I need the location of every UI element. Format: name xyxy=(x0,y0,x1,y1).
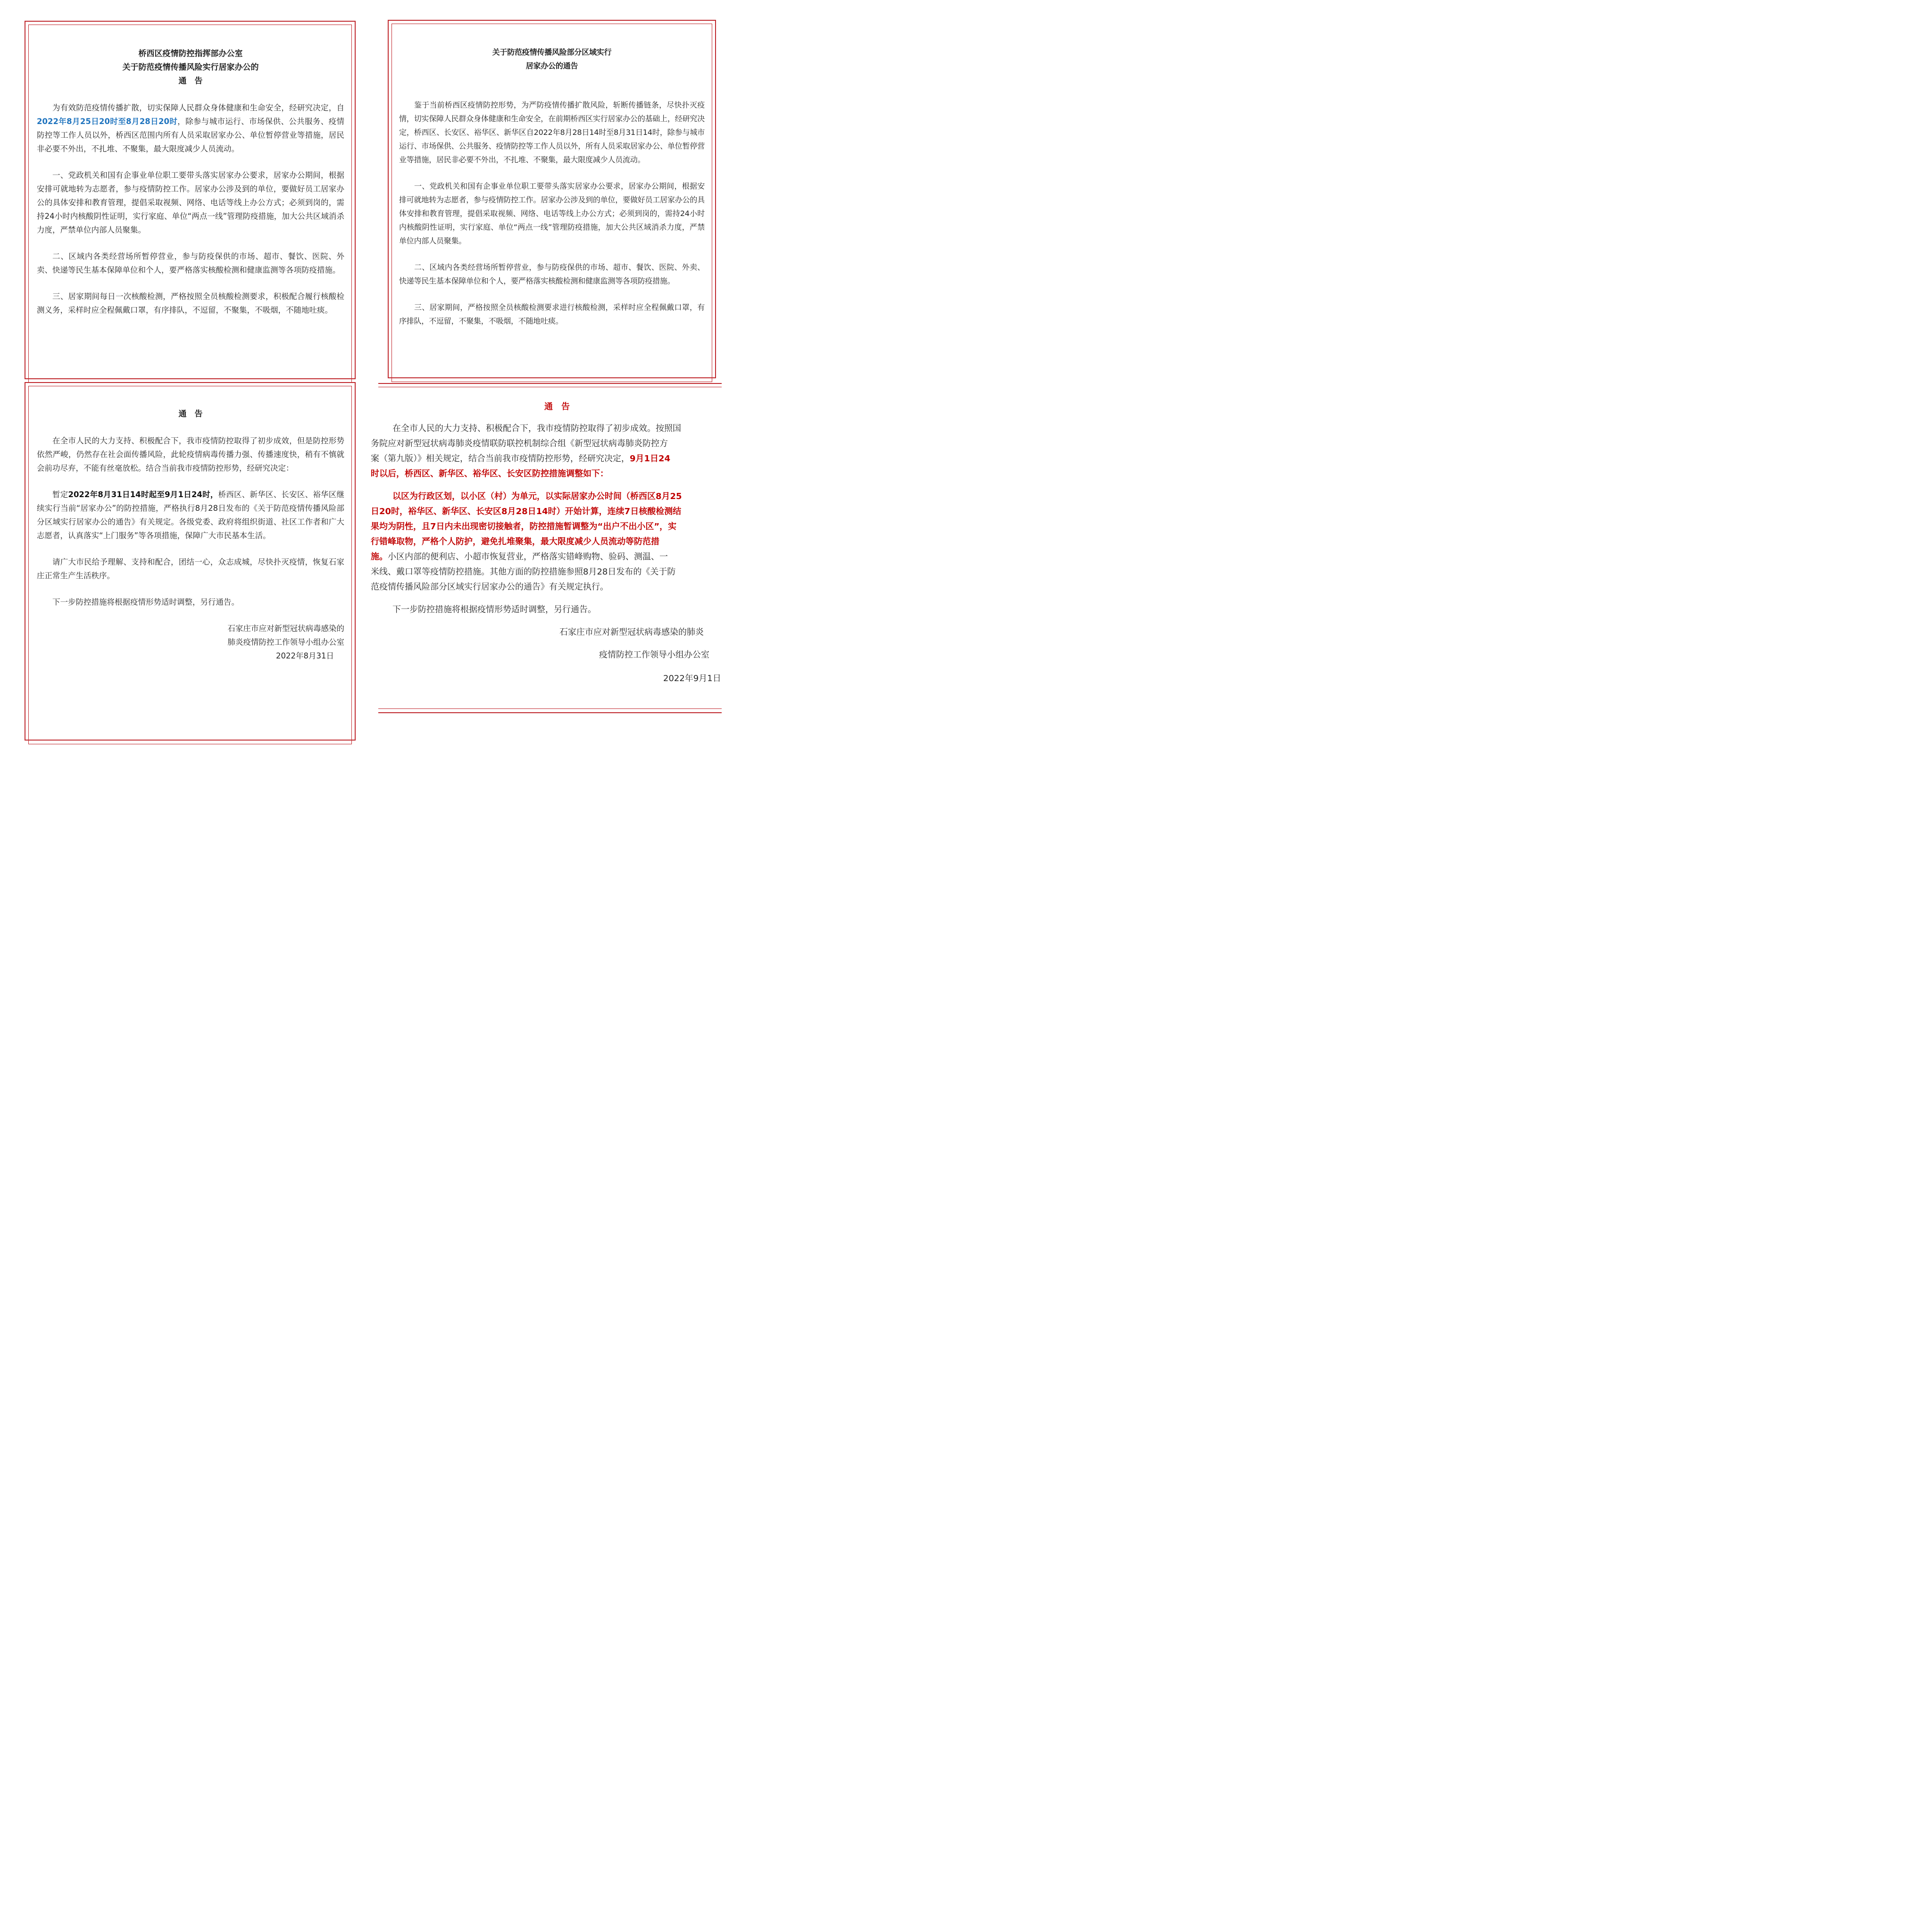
text-line: 在全市人民的大力支持、积极配合下，我市疫情防控取得了初步成效。按照国 xyxy=(392,424,681,433)
text-span: 小区内部的便利店、小超市恢复营业，严格落实错峰购物、验码、测温、一 xyxy=(388,552,668,562)
red-rule-bottom xyxy=(378,712,722,713)
notice-partial-areas-0828 xyxy=(388,20,716,361)
notice-title: 通 告 xyxy=(544,402,570,412)
item-1: 一、党政机关和国有企事业单位职工要带头落实居家办公要求，居家办公期间，根据安排可就地转为志愿者，参与疫情防控工作。居家办公涉及到的单位，要做好员工居家办公的具体安排和教育管理，提倡采取视频、网络、电话等线上办公方式；必须到岗的，需持24小时内核酸阴性证明，实行家庭、单位“两点一线”管理防疫措施，加大公共区域消杀力度，严禁单位内部人员聚集。 xyxy=(399,182,705,245)
text-line: 务院应对新型冠状病毒肺炎疫情联防联控机制综合组《新型冠状病毒肺炎防控方 xyxy=(371,439,668,449)
notice-title-line: 桥西区疫情防控指挥部办公室 xyxy=(138,49,243,58)
item-1: 一、党政机关和国有企事业单位职工要带头落实居家办公要求，居家办公期间，根据安排可就地转为志愿者，参与疫情防控工作。居家办公涉及到的单位，要做好员工居家办公的具体安排和教育管理，提倡采取视频、网络、电话等线上办公方式；必须到岗的，需持24小时内核酸阴性证明，实行家庭、单位“两点一线”管理防疫措施，加大公共区域消杀力度，严禁单位内部人员聚集。 xyxy=(37,171,344,234)
item-2: 二、区域内各类经营场所暂停营业，参与防疫保供的市场、超市、餐饮、医院、外卖、快递等民生基本保障单位和个人，要严格落实核酸检测和健康监测等各项防疫措施。 xyxy=(37,252,344,275)
intro-paragraph: 鉴于当前桥西区疫情防控形势，为严防疫情传播扩散风险，斩断传播链条，尽快扑灭疫情，切实保障人民群众身体健康和生命安全，在前期桥西区实行居家办公的基础上，经研究决定，桥西区、长安区、裕华区、新华区自2022年8月28日14时至8月31日14时，除参与城市运行、市场保供、公共服务、疫情防控等工作人员以外，所有人员采取居家办公、单位暂停营业等措施，居民非必要不外出，不扎堆、不聚集，最大限度减少人员流动。 xyxy=(399,100,705,164)
text-line: 米线、戴口罩等疫情防控措施。其他方面的防控措施参照8月28日发布的《关于防 xyxy=(371,567,676,577)
text-line-red: 行错峰取物，严格个人防护，避免扎堆聚集，最大限度减少人员流动等防范措 xyxy=(371,537,659,547)
text-span: 案（第九版）》相关规定，结合当前我市疫情防控形势，经研究决定， xyxy=(371,454,630,464)
text-line-red: 时以后，桥西区、新华区、裕华区、长安区防控措施调整如下： xyxy=(371,469,608,479)
notice-title-line: 关于防范疫情传播风险部分区域实行 xyxy=(492,48,612,57)
notice-title: 通 告 xyxy=(178,409,203,419)
red-rule-top xyxy=(378,383,722,384)
date-range-bold: 2022年8月31日14时起至9月1日24时， xyxy=(68,490,218,499)
text-line: 范疫情传播风险部分区域实行居家办公的通告》有关规定执行。 xyxy=(371,582,608,592)
intro-text-cont: ，除参与城市运行、市场保供、公共服务、疫情防控等工作人员以外，桥西区范围内所有人员采取居家办公、单位暂停营业等措施，居民非必要不外出，不扎堆、不聚集，最大限度减少人员流动。 xyxy=(37,117,344,153)
red-bold-span: 9月1日24 xyxy=(630,454,671,464)
date-range-highlight: 2022年8月25日20时至8月28日20时 xyxy=(37,117,178,126)
text-line-red: 果均为阴性，且7日内未出现密切接触者，防控措施暂调整为“出户不出小区”，实 xyxy=(371,522,677,532)
notice-title-line: 居家办公的通告 xyxy=(525,61,578,70)
signature-date: 2022年9月1日 xyxy=(663,674,721,683)
intro-paragraph: 在全市人民的大力支持、积极配合下，我市疫情防控取得了初步成效，但是防控形势依然严峻，仍然存在社会面传播风险，此轮疫情病毒传播力强、传播速度快，稍有不慎就会前功尽弃，不能有丝毫放松。结合当前我市疫情防控形势，经研究决定： xyxy=(37,436,344,473)
item-3: 三、居家期间每日一次核酸检测，严格按照全员核酸检测要求，积极配合履行核酸检测义务，采样时应全程佩戴口罩，有序排队，不逗留，不聚集，不吸烟，不随地吐痰。 xyxy=(37,292,344,315)
notice-title-line: 关于防范疫情传播风险实行居家办公的 xyxy=(122,63,259,72)
decision-text: 暂定 xyxy=(52,490,68,499)
notice-title-line: 通 告 xyxy=(178,76,203,86)
intro-text: 为有效防范疫情传播扩散，切实保障人民群众身体健康和生命安全，经研究决定，自 xyxy=(52,103,344,112)
signature-date: 2022年8月31日 xyxy=(276,651,334,660)
red-bold-span: 施。 xyxy=(371,552,388,562)
signature-line: 石家庄市应对新型冠状病毒感染的肺炎 xyxy=(559,627,704,637)
item-2: 二、区域内各类经营场所暂停营业，参与防疫保供的市场、超市、餐饮、医院、外卖、快递等民生基本保障单位和个人，要严格落实核酸检测和健康监测等各项防疫措施。 xyxy=(399,263,705,285)
item-3: 三、居家期间，严格按照全员核酸检测要求进行核酸检测，采样时应全程佩戴口罩，有序排队，不逗留，不聚集，不吸烟，不随地吐痰。 xyxy=(399,303,705,325)
appeal-paragraph: 请广大市民给予理解、支持和配合，团结一心，众志成城，尽快扑灭疫情，恢复石家庄正常生产生活秩序。 xyxy=(37,558,344,580)
signature-line: 肺炎疫情防控工作领导小组办公室 xyxy=(227,638,344,647)
notice-qiaoxi-0825 xyxy=(25,21,356,361)
notice-body xyxy=(371,400,743,686)
decision-paragraph xyxy=(37,488,344,542)
red-rule-bottom-thin xyxy=(378,708,722,709)
signature-line: 石家庄市应对新型冠状病毒感染的 xyxy=(227,624,344,633)
notice-body xyxy=(37,408,344,663)
text-line-red: 日20时，裕华区、新华区、长安区8月28日14时）开始计算，连续7日核酸检测结 xyxy=(371,507,682,516)
signature-line: 疫情防控工作领导小组办公室 xyxy=(599,650,709,660)
notice-body xyxy=(399,45,705,328)
decision-text-cont: 桥西区、新华区、长安区、裕华区继续实行当前“居家办公”的防控措施，严格执行8月28日发布的《关于防范疫情传播风险部分区域实行居家办公的通告》有关规定。各级党委、政府将组织街道、社区工作者和广大志愿者，认真落实“上门服务”等各项措施，保障广大市民基本生活。 xyxy=(37,490,345,540)
signature-block xyxy=(37,622,344,663)
text-line xyxy=(371,550,743,565)
next-step-paragraph: 下一步防控措施将根据疫情形势适时调整，另行通告。 xyxy=(52,598,239,607)
text-line xyxy=(371,451,743,466)
signature-block xyxy=(371,625,743,686)
notice-body xyxy=(37,47,344,317)
next-step-line: 下一步防控措施将根据疫情形势适时调整，另行通告。 xyxy=(392,605,596,615)
notice-0901 xyxy=(371,383,722,718)
notice-0831 xyxy=(25,382,356,723)
intro-paragraph xyxy=(37,101,344,156)
text-line-red: 以区为行政区划，以小区（村）为单元，以实际居家办公时间（桥西区8月25 xyxy=(392,491,682,501)
